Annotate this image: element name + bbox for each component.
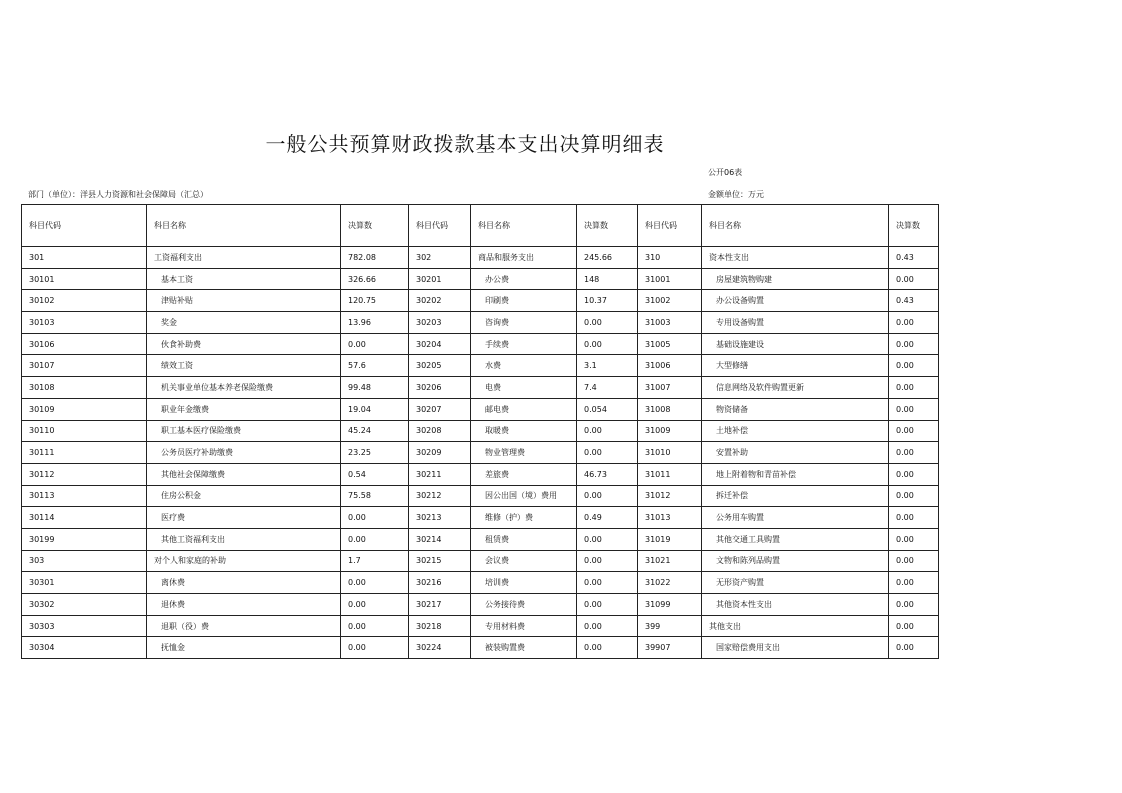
subject-name-cell: 商品和服务支出 xyxy=(471,247,577,269)
table-row xyxy=(22,615,939,637)
amount-cell: 0.54 xyxy=(341,463,409,485)
subject-name-cell: 其他工资福利支出 xyxy=(147,528,341,550)
table-row xyxy=(22,463,939,485)
subject-code-cell: 30112 xyxy=(22,463,147,485)
subject-code-cell: 30301 xyxy=(22,572,147,594)
subject-name-cell: 办公费 xyxy=(471,268,577,290)
subject-code-cell: 30111 xyxy=(22,442,147,464)
subject-name-cell: 印刷费 xyxy=(471,290,577,312)
page-title: 一般公共预算财政拨款基本支出决算明细表 xyxy=(265,132,665,156)
amount-cell: 0.00 xyxy=(889,268,939,290)
subject-name-cell: 对个人和家庭的补助 xyxy=(147,550,341,572)
amount-cell: 0.00 xyxy=(577,572,638,594)
subject-code-cell: 30304 xyxy=(22,637,147,659)
amount-cell: 0.00 xyxy=(341,528,409,550)
subject-code-cell: 30206 xyxy=(409,377,471,399)
subject-code-cell: 31006 xyxy=(638,355,702,377)
subject-code-cell: 30215 xyxy=(409,550,471,572)
table-body xyxy=(22,247,939,659)
subject-name-cell: 大型修缮 xyxy=(702,355,889,377)
subject-name-cell: 被装购置费 xyxy=(471,637,577,659)
subject-name-cell: 资本性支出 xyxy=(702,247,889,269)
subject-name-cell: 公务用车购置 xyxy=(702,507,889,529)
amount-cell: 0.00 xyxy=(889,377,939,399)
amount-cell: 148 xyxy=(577,268,638,290)
subject-code-cell: 31002 xyxy=(638,290,702,312)
amount-cell: 0.00 xyxy=(341,594,409,616)
amount-cell: 0.00 xyxy=(341,507,409,529)
subject-code-cell: 30107 xyxy=(22,355,147,377)
amount-cell: 46.73 xyxy=(577,463,638,485)
amount-cell: 99.48 xyxy=(341,377,409,399)
amount-cell: 0.00 xyxy=(889,507,939,529)
subject-name-cell: 差旅费 xyxy=(471,463,577,485)
subject-code-cell: 30218 xyxy=(409,615,471,637)
subject-name-cell: 因公出国（境）费用 xyxy=(471,485,577,507)
subject-name-cell: 其他支出 xyxy=(702,615,889,637)
subject-code-cell: 30203 xyxy=(409,312,471,334)
subject-name-cell: 公务接待费 xyxy=(471,594,577,616)
subject-code-cell: 31003 xyxy=(638,312,702,334)
subject-code-cell: 30101 xyxy=(22,268,147,290)
amount-cell: 57.6 xyxy=(341,355,409,377)
table-row xyxy=(22,442,939,464)
table-row xyxy=(22,550,939,572)
subject-name-cell: 信息网络及软件购置更新 xyxy=(702,377,889,399)
subject-name-cell: 拆迁补偿 xyxy=(702,485,889,507)
subject-name-cell: 房屋建筑物购建 xyxy=(702,268,889,290)
subject-code-cell: 31012 xyxy=(638,485,702,507)
subject-name-cell: 电费 xyxy=(471,377,577,399)
amount-cell: 0.00 xyxy=(341,572,409,594)
table-row xyxy=(22,420,939,442)
subject-code-cell: 31021 xyxy=(638,550,702,572)
amount-cell: 0.00 xyxy=(577,594,638,616)
subject-name-cell: 奖金 xyxy=(147,312,341,334)
subject-name-cell: 其他资本性支出 xyxy=(702,594,889,616)
amount-cell: 0.00 xyxy=(577,420,638,442)
subject-code-cell: 30207 xyxy=(409,398,471,420)
header-code-2: 科目代码 xyxy=(409,205,471,247)
subject-code-cell: 30303 xyxy=(22,615,147,637)
table-row xyxy=(22,398,939,420)
subject-name-cell: 邮电费 xyxy=(471,398,577,420)
amount-cell: 19.04 xyxy=(341,398,409,420)
subject-code-cell: 30212 xyxy=(409,485,471,507)
subject-name-cell: 咨询费 xyxy=(471,312,577,334)
amount-cell: 45.24 xyxy=(341,420,409,442)
subject-code-cell: 303 xyxy=(22,550,147,572)
subject-code-cell: 30216 xyxy=(409,572,471,594)
subject-code-cell: 31099 xyxy=(638,594,702,616)
subject-name-cell: 土地补偿 xyxy=(702,420,889,442)
amount-cell: 0.00 xyxy=(889,550,939,572)
subject-name-cell: 绩效工资 xyxy=(147,355,341,377)
header-name-1: 科目名称 xyxy=(147,205,341,247)
subject-code-cell: 30209 xyxy=(409,442,471,464)
subject-code-cell: 399 xyxy=(638,615,702,637)
subject-name-cell: 基本工资 xyxy=(147,268,341,290)
header-code-3: 科目代码 xyxy=(638,205,702,247)
subject-code-cell: 301 xyxy=(22,247,147,269)
subject-name-cell: 物资储备 xyxy=(702,398,889,420)
table-row xyxy=(22,485,939,507)
department-label: 部门（单位）：洋县人力资源和社会保障局（汇总） xyxy=(28,190,208,199)
subject-name-cell: 取暖费 xyxy=(471,420,577,442)
amount-cell: 0.00 xyxy=(577,333,638,355)
subject-name-cell: 物业管理费 xyxy=(471,442,577,464)
subject-name-cell: 专用材料费 xyxy=(471,615,577,637)
amount-cell: 75.58 xyxy=(341,485,409,507)
subject-name-cell: 办公设备购置 xyxy=(702,290,889,312)
subject-code-cell: 30208 xyxy=(409,420,471,442)
amount-cell: 0.43 xyxy=(889,290,939,312)
subject-name-cell: 安置补助 xyxy=(702,442,889,464)
subject-code-cell: 310 xyxy=(638,247,702,269)
table-row xyxy=(22,355,939,377)
amount-cell: 0.00 xyxy=(341,615,409,637)
amount-cell: 0.00 xyxy=(889,594,939,616)
subject-code-cell: 30114 xyxy=(22,507,147,529)
amount-cell: 0.49 xyxy=(577,507,638,529)
table-row xyxy=(22,312,939,334)
subject-name-cell: 专用设备购置 xyxy=(702,312,889,334)
subject-code-cell: 31019 xyxy=(638,528,702,550)
amount-unit-label: 金额单位：万元 xyxy=(708,190,764,199)
amount-cell: 7.4 xyxy=(577,377,638,399)
table-row xyxy=(22,572,939,594)
amount-cell: 3.1 xyxy=(577,355,638,377)
header-amount-1: 决算数 xyxy=(341,205,409,247)
header-name-2: 科目名称 xyxy=(471,205,577,247)
subject-name-cell: 国家赔偿费用支出 xyxy=(702,637,889,659)
table-row xyxy=(22,507,939,529)
subject-code-cell: 30109 xyxy=(22,398,147,420)
amount-cell: 10.37 xyxy=(577,290,638,312)
amount-cell: 120.75 xyxy=(341,290,409,312)
amount-cell: 0.00 xyxy=(577,442,638,464)
amount-cell: 0.00 xyxy=(889,442,939,464)
subject-code-cell: 30199 xyxy=(22,528,147,550)
subject-code-cell: 30214 xyxy=(409,528,471,550)
subject-code-cell: 31013 xyxy=(638,507,702,529)
subject-code-cell: 31007 xyxy=(638,377,702,399)
subject-code-cell: 30211 xyxy=(409,463,471,485)
subject-code-cell: 39907 xyxy=(638,637,702,659)
table-row xyxy=(22,268,939,290)
amount-cell: 0.00 xyxy=(889,528,939,550)
table-row xyxy=(22,333,939,355)
subject-name-cell: 维修（护）费 xyxy=(471,507,577,529)
subject-code-cell: 30106 xyxy=(22,333,147,355)
subject-code-cell: 30110 xyxy=(22,420,147,442)
table-row xyxy=(22,247,939,269)
subject-code-cell: 30224 xyxy=(409,637,471,659)
subject-code-cell: 30108 xyxy=(22,377,147,399)
subject-name-cell: 公务员医疗补助缴费 xyxy=(147,442,341,464)
subject-code-cell: 30205 xyxy=(409,355,471,377)
amount-cell: 0.43 xyxy=(889,247,939,269)
subject-name-cell: 职业年金缴费 xyxy=(147,398,341,420)
subject-name-cell: 职工基本医疗保险缴费 xyxy=(147,420,341,442)
table-row xyxy=(22,528,939,550)
form-number: 公开06表 xyxy=(708,168,743,177)
table-row xyxy=(22,290,939,312)
subject-code-cell: 30213 xyxy=(409,507,471,529)
subject-code-cell: 31001 xyxy=(638,268,702,290)
subject-code-cell: 30217 xyxy=(409,594,471,616)
amount-cell: 326.66 xyxy=(341,268,409,290)
amount-cell: 0.00 xyxy=(889,615,939,637)
amount-cell: 0.00 xyxy=(889,333,939,355)
subject-name-cell: 文物和陈列品购置 xyxy=(702,550,889,572)
subject-name-cell: 会议费 xyxy=(471,550,577,572)
amount-cell: 0.00 xyxy=(889,312,939,334)
subject-code-cell: 30201 xyxy=(409,268,471,290)
header-code-1: 科目代码 xyxy=(22,205,147,247)
amount-cell: 0.00 xyxy=(889,637,939,659)
amount-cell: 0.00 xyxy=(577,550,638,572)
subject-name-cell: 其他交通工具购置 xyxy=(702,528,889,550)
subject-name-cell: 机关事业单位基本养老保险缴费 xyxy=(147,377,341,399)
subject-code-cell: 30302 xyxy=(22,594,147,616)
amount-cell: 0.00 xyxy=(889,398,939,420)
amount-cell: 13.96 xyxy=(341,312,409,334)
header-amount-2: 决算数 xyxy=(577,205,638,247)
amount-cell: 1.7 xyxy=(341,550,409,572)
amount-cell: 245.66 xyxy=(577,247,638,269)
table-row xyxy=(22,377,939,399)
subject-name-cell: 手续费 xyxy=(471,333,577,355)
table-row xyxy=(22,637,939,659)
amount-cell: 0.00 xyxy=(577,615,638,637)
amount-cell: 0.00 xyxy=(577,637,638,659)
subject-code-cell: 31009 xyxy=(638,420,702,442)
subject-code-cell: 31005 xyxy=(638,333,702,355)
subject-name-cell: 无形资产购置 xyxy=(702,572,889,594)
amount-cell: 0.00 xyxy=(889,485,939,507)
amount-cell: 0.00 xyxy=(577,485,638,507)
amount-cell: 0.054 xyxy=(577,398,638,420)
subject-name-cell: 住房公积金 xyxy=(147,485,341,507)
header-name-3: 科目名称 xyxy=(702,205,889,247)
subject-name-cell: 退职（役）费 xyxy=(147,615,341,637)
table-row xyxy=(22,594,939,616)
subject-code-cell: 30113 xyxy=(22,485,147,507)
amount-cell: 0.00 xyxy=(577,312,638,334)
subject-code-cell: 30102 xyxy=(22,290,147,312)
subject-code-cell: 30202 xyxy=(409,290,471,312)
amount-cell: 0.00 xyxy=(341,333,409,355)
amount-cell: 0.00 xyxy=(341,637,409,659)
header-amount-3: 决算数 xyxy=(889,205,939,247)
amount-cell: 0.00 xyxy=(889,572,939,594)
amount-cell: 23.25 xyxy=(341,442,409,464)
amount-cell: 782.08 xyxy=(341,247,409,269)
budget-detail-table xyxy=(21,204,939,659)
subject-name-cell: 退休费 xyxy=(147,594,341,616)
subject-name-cell: 租赁费 xyxy=(471,528,577,550)
subject-name-cell: 水费 xyxy=(471,355,577,377)
subject-name-cell: 工资福利支出 xyxy=(147,247,341,269)
subject-name-cell: 离休费 xyxy=(147,572,341,594)
subject-name-cell: 津贴补贴 xyxy=(147,290,341,312)
subject-code-cell: 31011 xyxy=(638,463,702,485)
subject-name-cell: 地上附着物和青苗补偿 xyxy=(702,463,889,485)
subject-code-cell: 30204 xyxy=(409,333,471,355)
subject-code-cell: 31022 xyxy=(638,572,702,594)
subject-name-cell: 抚恤金 xyxy=(147,637,341,659)
amount-cell: 0.00 xyxy=(889,420,939,442)
subject-name-cell: 伙食补助费 xyxy=(147,333,341,355)
subject-name-cell: 医疗费 xyxy=(147,507,341,529)
subject-code-cell: 30103 xyxy=(22,312,147,334)
amount-cell: 0.00 xyxy=(889,463,939,485)
subject-code-cell: 31008 xyxy=(638,398,702,420)
amount-cell: 0.00 xyxy=(889,355,939,377)
subject-code-cell: 302 xyxy=(409,247,471,269)
table-header-row xyxy=(22,205,939,247)
subject-name-cell: 培训费 xyxy=(471,572,577,594)
subject-code-cell: 31010 xyxy=(638,442,702,464)
subject-name-cell: 基础设施建设 xyxy=(702,333,889,355)
subject-name-cell: 其他社会保障缴费 xyxy=(147,463,341,485)
amount-cell: 0.00 xyxy=(577,528,638,550)
